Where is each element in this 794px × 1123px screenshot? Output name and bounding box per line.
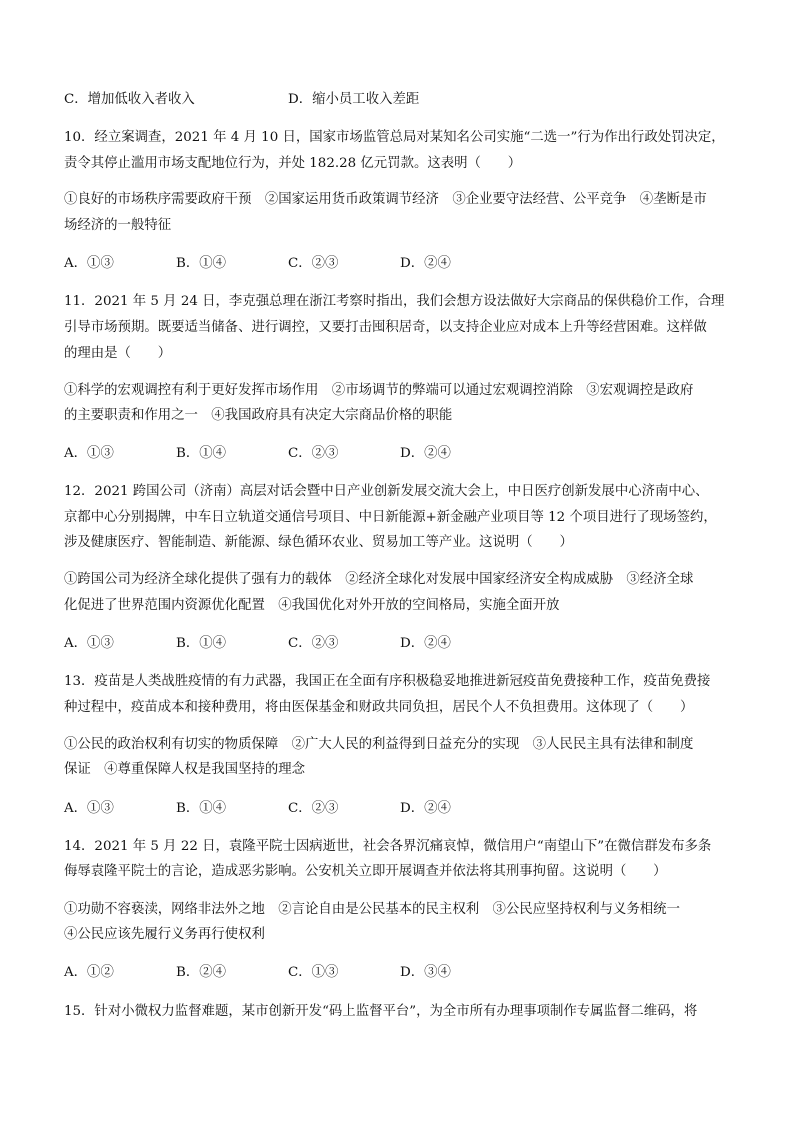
q10-option-c: C．②③	[288, 256, 339, 271]
q11-stem-line-3: 的理由是（ ）	[64, 346, 172, 361]
q10-statement-line-1: ①良好的市场秩序需要政府干预 ②国家运用货币政策调节经济 ③企业要守法经营、公平竞争 ④垄断是市	[64, 192, 707, 207]
q13-option-c: C．②③	[288, 801, 339, 816]
q12-option-c: C．②③	[288, 636, 339, 651]
q12-option-d: D．②④	[400, 636, 451, 651]
q11-stem-line-1: 11．2021 年 5 月 24 日，李克强总理在浙江考察时指出，我们会想方设法做好大宗商品的保供稳价工作，合理	[64, 294, 725, 309]
q9-option-d: D．缩小员工收入差距	[288, 92, 420, 107]
q14-option-c: C．①③	[288, 965, 339, 980]
q13-stem-line-1: 13．疫苗是人类战胜疫情的有力武器，我国正在全面有序积极稳妥地推进新冠疫苗免费接种工作，疫苗免费接	[64, 674, 711, 689]
q11-option-b: B．①④	[176, 446, 227, 461]
q11-option-d: D．②④	[400, 446, 451, 461]
q13-option-d: D．②④	[400, 801, 451, 816]
q12-statement-line-1: ①跨国公司为经济全球化提供了强有力的载体 ②经济全球化对发展中国家经济安全构成威胁 ③经济全球	[64, 572, 694, 587]
q9-option-c: C．增加低收入者收入	[64, 92, 195, 107]
q14-option-d: D．③④	[400, 965, 451, 980]
q10-option-a: A．①③	[64, 256, 114, 271]
q15-stem-line-1: 15．针对小微权力监督难题，某市创新开发“码上监督平台”，为全市所有办理事项制作专属监督二维码，将	[64, 1004, 698, 1019]
q14-statement-line-2: ④公民应该先履行义务再行使权利	[64, 927, 265, 942]
q12-stem-line-3: 涉及健康医疗、智能制造、新能源、绿色循环农业、贸易加工等产业。这说明（ ）	[64, 535, 573, 550]
q11-option-a: A．①③	[64, 446, 114, 461]
q11-stem-line-2: 引导市场预期。既要适当储备、进行调控，又要打击囤积居奇，以支持企业应对成本上升等经营困难。这样做	[64, 320, 707, 335]
q12-statement-line-2: 化促进了世界范围内资源优化配置 ④我国优化对外开放的空间格局，实施全面开放	[64, 598, 560, 613]
q11-option-c: C．②③	[288, 446, 339, 461]
q13-statement-line-1: ①公民的政治权利有切实的物质保障 ②广大人民的利益得到日益充分的实现 ③人民民主具有法律和制度	[64, 737, 694, 752]
q13-statement-line-2: 保证 ④尊重保障人权是我国坚持的理念	[64, 762, 306, 777]
q11-statement-line-2: 的主要职责和作用之一 ④我国政府具有决定大宗商品价格的职能	[64, 408, 453, 423]
q13-option-b: B．①④	[176, 801, 227, 816]
q14-option-b: B．②④	[176, 965, 227, 980]
q13-stem-line-2: 种过程中，疫苗成本和接种费用，将由医保基金和财政共同负担，居民个人不负担费用。这体现了（ ）	[64, 700, 694, 715]
q12-stem-line-1: 12．2021 跨国公司（济南）高层对话会暨中日产业创新发展交流大会上，中日医疗创新发展中心济南中心、	[64, 484, 709, 499]
q10-statement-line-2: 场经济的一般特征	[64, 218, 172, 233]
q14-stem-line-1: 14．2021 年 5 月 22 日，袁隆平院士因病逝世，社会各界沉痛哀悼，微信用户“南望山下”在微信群发布多条	[64, 839, 712, 854]
q10-option-b: B．①④	[176, 256, 227, 271]
q12-option-a: A．①③	[64, 636, 114, 651]
q12-stem-line-2: 京都中心分别揭牌，中车日立轨道交通信号项目、中日新能源+新金融产业项目等 12 个项目进行了现场签约，	[64, 510, 717, 525]
q12-option-b: B．①④	[176, 636, 227, 651]
q13-option-a: A．①③	[64, 801, 114, 816]
q10-option-d: D．②④	[400, 256, 451, 271]
q14-stem-line-2: 侮辱袁隆平院士的言论，造成恶劣影响。公安机关立即开展调查并依法将其刑事拘留。这说明（ ）	[64, 864, 667, 879]
q14-option-a: A．①②	[64, 965, 114, 980]
q11-statement-line-1: ①科学的宏观调控有利于更好发挥市场作用 ②市场调节的弊端可以通过宏观调控消除 ③宏观调控是政府	[64, 383, 694, 398]
q10-stem-line-1: 10．经立案调查，2021 年 4 月 10 日，国家市场监管总局对某知名公司实施“二选一”行为作出行政处罚决定，	[64, 130, 725, 145]
q10-stem-line-2: 责令其停止滥用市场支配地位行为，并处 182.28 亿元罚款。这表明（ ）	[64, 156, 522, 171]
q14-statement-line-1: ①功勋不容亵渎，网络非法外之地 ②言论自由是公民基本的民主权利 ③公民应坚持权利与义务相统一	[64, 902, 680, 917]
